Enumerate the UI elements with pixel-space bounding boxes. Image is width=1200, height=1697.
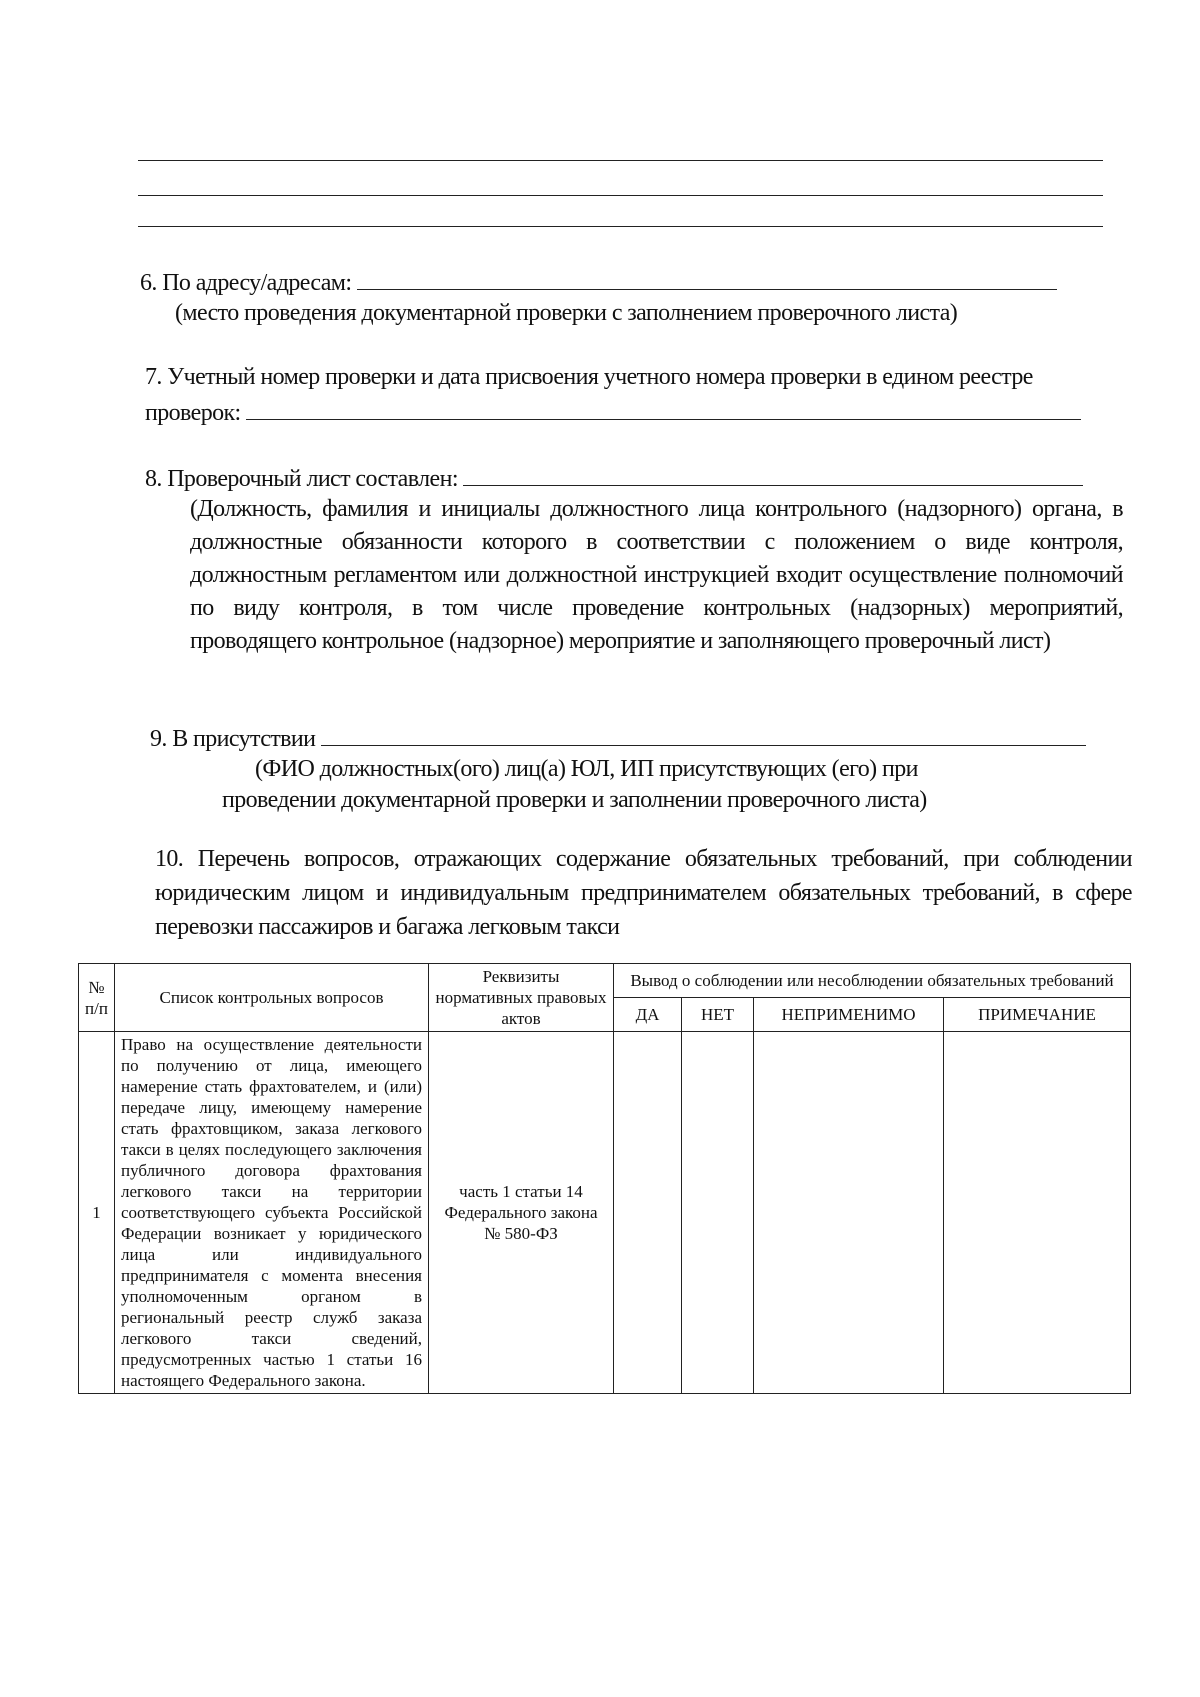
section-8 <box>145 462 1135 496</box>
header-conclusion: Вывод о соблюдении или несоблюдении обязательных требований <box>614 964 1131 998</box>
header-yes: ДА <box>614 998 682 1032</box>
header-requisites: Реквизиты нормативных правовых актов <box>429 964 614 1032</box>
blank-line-2 <box>138 195 1103 196</box>
row-yes-cell[interactable] <box>614 1032 682 1394</box>
section-6-label: 6. По адресу/адресам: <box>140 270 352 296</box>
section-6-hint: (место проведения документарной проверки с заполнением проверочного листа) <box>175 300 958 326</box>
blank-line-1 <box>138 160 1103 161</box>
row-requisites: часть 1 статьи 14 Федерального закона № 580-ФЗ <box>429 1032 614 1394</box>
section-7-line1: 7. Учетный номер проверки и дата присвоения учетного номера проверки в едином реестре <box>145 364 1033 390</box>
header-na: НЕПРИМЕНИМО <box>754 998 944 1032</box>
section-10-text: 10. Перечень вопросов, отражающих содержание обязательных требований, при соблюдении юридическим лицом и индивидуальным предпринимателем обязательных требований, в сфере перевозки пассажиров и багажа легковым такси <box>155 846 1132 940</box>
blank-line-3 <box>138 226 1103 227</box>
present-persons-field[interactable] <box>321 725 1086 746</box>
table-row <box>79 1032 1131 1394</box>
row-question: Право на осуществление деятельности по получению от лица, имеющего намерение стать фрахтователем, и (или) передаче лицу, имеющему намерение стать фрахтовщиком, заказа легкового такси в целях последующего заключения публичного договора фрахтования легкового такси на территории соответствующего субъекта Российской Федерации возникает у юридического лица или индивидуального предпринимателя с момента внесения уполномоченным органом в региональный реестр служб заказа легкового такси сведений, предусмотренных частью 1 статьи 16 настоящего Федерального закона. <box>115 1032 429 1394</box>
row-note-cell[interactable] <box>944 1032 1131 1394</box>
row-no-cell[interactable] <box>682 1032 754 1394</box>
section-7-label: проверок: <box>145 400 241 426</box>
section-9-hint-2: проведении документарной проверки и заполнении проверочного листа) <box>222 787 927 813</box>
compiled-by-field[interactable] <box>463 465 1083 486</box>
section-7 <box>145 396 1105 430</box>
table-header-row <box>79 964 1131 998</box>
section-6 <box>140 266 1100 300</box>
row-na-cell[interactable] <box>754 1032 944 1394</box>
section-8-hint: (Должность, фамилия и инициалы должностного лица контрольного (надзорного) органа, в должностные обязанности которого в соответствии с положением о виде контроля, должностным регламентом или должностной инструкцией входит осуществление полномочий по виду контроля, в том числе проведение контрольных (надзорных) мероприятий, проводящего контрольное (надзорное) мероприятие и заполняющего проверочный лист) <box>190 496 1123 654</box>
section-9-hint-1: (ФИО должностных(ого) лиц(а) ЮЛ, ИП присутствующих (его) при <box>255 756 918 782</box>
header-note: ПРИМЕЧАНИЕ <box>944 998 1131 1032</box>
header-questions: Список контрольных вопросов <box>115 964 429 1032</box>
header-no: НЕТ <box>682 998 754 1032</box>
row-num: 1 <box>79 1032 115 1394</box>
section-8-label: 8. Проверочный лист составлен: <box>145 466 458 492</box>
section-9-label: 9. В присутствии <box>150 726 316 752</box>
header-num: № п/п <box>79 964 115 1032</box>
check-number-field[interactable] <box>246 399 1081 420</box>
checklist-table <box>78 963 1131 1394</box>
address-field[interactable] <box>357 269 1057 290</box>
section-9 <box>150 722 1110 756</box>
